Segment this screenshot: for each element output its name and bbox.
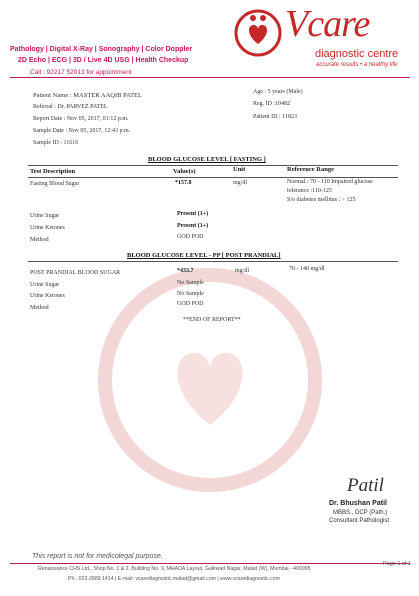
end-of-report: **END OF REPORT** (183, 317, 241, 323)
doctor-name: Dr. Bhushan Patil (329, 500, 387, 507)
footer-address: Renaissance CHS Ltd., Shop No. 1 & 2, Building No. 9, MHADA Layout, Gaikwad Nagar, Malad (W), Mumbai - 400095 (38, 566, 311, 572)
fasting-sugar-value: *157.8 (175, 180, 192, 186)
pp-sugar-unit: mg/dl (235, 268, 250, 274)
patient-name: Patient Name : MASTER AAQIB PATEL (33, 92, 142, 99)
header-divider (10, 77, 410, 78)
table-row: Method (30, 305, 49, 311)
col-reference-range: Reference Range (287, 166, 334, 173)
col-test-description: Test Description (30, 168, 76, 175)
table-row: Urine Ketones (30, 225, 65, 231)
table-row: Urine Ketones (30, 293, 65, 299)
table-row: Method (30, 237, 49, 243)
patient-age: Age : 5 years (Male) (253, 89, 303, 95)
page-number: Page 1 of 1 (383, 561, 412, 567)
sample-id: Sample ID : 11616 (33, 140, 79, 146)
brand-tagline: accurate results • a healthy life (316, 62, 398, 68)
referral: Referral : Dr. PARVEZ PATEL (33, 104, 108, 110)
services-line-1: Pathology | Digital X-Ray | Sonography | Color Doppler (10, 46, 193, 53)
table-row: Urine Sugar (30, 282, 60, 288)
patient-id: Patient ID : 11823 (253, 114, 297, 120)
doctor-role: Consultant Pathologist (329, 518, 390, 524)
pp-urine-ketones-value: No Sample (177, 291, 204, 297)
reference-line: Normal : 70 - 110 Impaired glucose (287, 179, 373, 185)
pp-section-title: BLOOD GLUCOSE LEVEL - PP [ POST PRANDIAL] (127, 252, 281, 259)
table-rule (28, 177, 398, 178)
urine-ketones-value: Present (1+) (177, 223, 209, 229)
vcare-logo (231, 6, 285, 64)
fasting-sugar-unit: mg/dl (233, 180, 248, 186)
table-row: Urine Sugar (30, 213, 60, 219)
table-rule (28, 165, 398, 166)
col-values: Value(s) (173, 168, 196, 175)
pp-reference: 70 - 140 mg/dl (289, 266, 325, 272)
sample-date: Sample Date : Nov 05, 2017, 12:43 p.m. (33, 128, 131, 134)
doctor-degree: MBBS., DCP (Path.) (333, 510, 388, 516)
fasting-section-title: BLOOD GLUCOSE LEVEL [ FASTING ] (148, 156, 266, 163)
pp-method-value: GOD POD (177, 301, 204, 307)
method-value: GOD POD (177, 234, 204, 240)
appointment-phone: Call : 92217 52013 for appointment (30, 69, 132, 76)
table-row: POST PRANDIAL BLOOD SUGAR (30, 270, 121, 276)
col-unit: Unit (233, 166, 246, 173)
watermark-logo-icon (95, 265, 325, 495)
reference-line: S/o diabetes mellitus : > 125 (287, 197, 356, 203)
services-line-2: 2D Echo | ECG | 3D / Live 4D USG | Health Checkup (18, 57, 189, 64)
heart-hands-logo-icon (231, 6, 285, 60)
pp-urine-sugar-value: No Sample (177, 280, 204, 286)
footer-contact: Ph.: 022-2889 1414 | E-mail: vcarediagnostic.malad@gmail.com | www.vcarediagnostic.com (68, 576, 280, 582)
footer-divider (10, 563, 410, 564)
reg-id: Reg. ID :10482 (253, 101, 291, 107)
brand-subtitle: diagnostic centre (315, 48, 399, 60)
reference-line: tolerance :110-125 (287, 188, 332, 194)
table-rule (28, 261, 398, 262)
medicolegal-note: This report is not for medicolegal purpose. (32, 553, 163, 560)
pp-sugar-value: *433.7 (177, 268, 194, 274)
report-date: Report Date : Nov 05, 2017, 01:12 p.m. (33, 116, 129, 122)
brand-name: Vcare (285, 3, 370, 45)
urine-sugar-value: Present (1+) (177, 211, 209, 217)
table-row: Fasting Blood Sugar (30, 181, 80, 187)
signature-scrawl: Patil (347, 475, 384, 496)
